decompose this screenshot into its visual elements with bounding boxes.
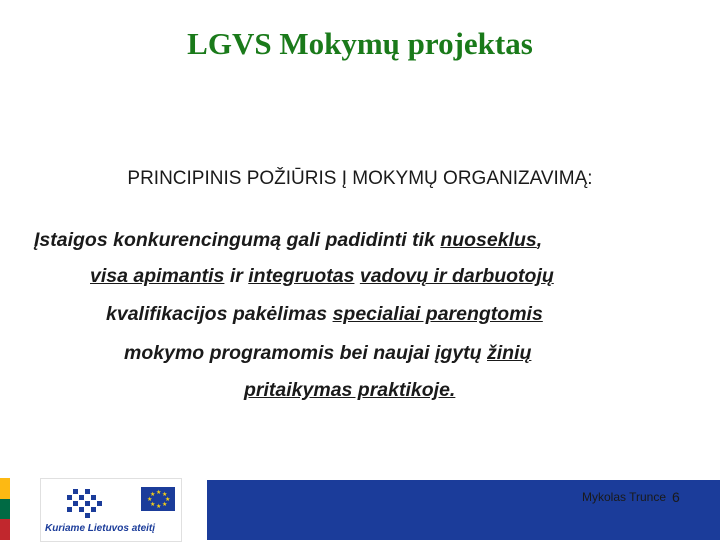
eu-funds-logo (40, 478, 182, 542)
logo-slogan: Kuriame Lietuvos ateitį (45, 523, 156, 534)
footer-bar (207, 480, 720, 540)
page-number: 6 (672, 489, 680, 505)
lithuanian-flag-icon (0, 478, 10, 540)
footer-author: Mykolas Trunce (582, 490, 667, 504)
body-line-4: mokymo programomis bei naujai įgytų žinių (124, 342, 532, 364)
body-line-1: Įstaigos konkurencingumą gali padidinti tik nuoseklus, (34, 229, 543, 251)
slide-subtitle: PRINCIPINIS POŽIŪRIS Į MOKYMŲ ORGANIZAVIMĄ: (127, 168, 593, 189)
body-line-3: kvalifikacijos pakėlimas specialiai parengtomis (106, 303, 543, 325)
body-line-5: pritaikymas praktikoje. (244, 379, 456, 401)
ministry-grid-icon (67, 489, 103, 519)
eu-flag-icon: ★ ★ ★ ★ ★ ★ ★ ★ (141, 487, 175, 511)
body-line-2: visa apimantis ir integruotas vadovų ir darbuotojų (90, 265, 554, 287)
slide-title: LGVS Mokymų projektas (187, 26, 533, 61)
